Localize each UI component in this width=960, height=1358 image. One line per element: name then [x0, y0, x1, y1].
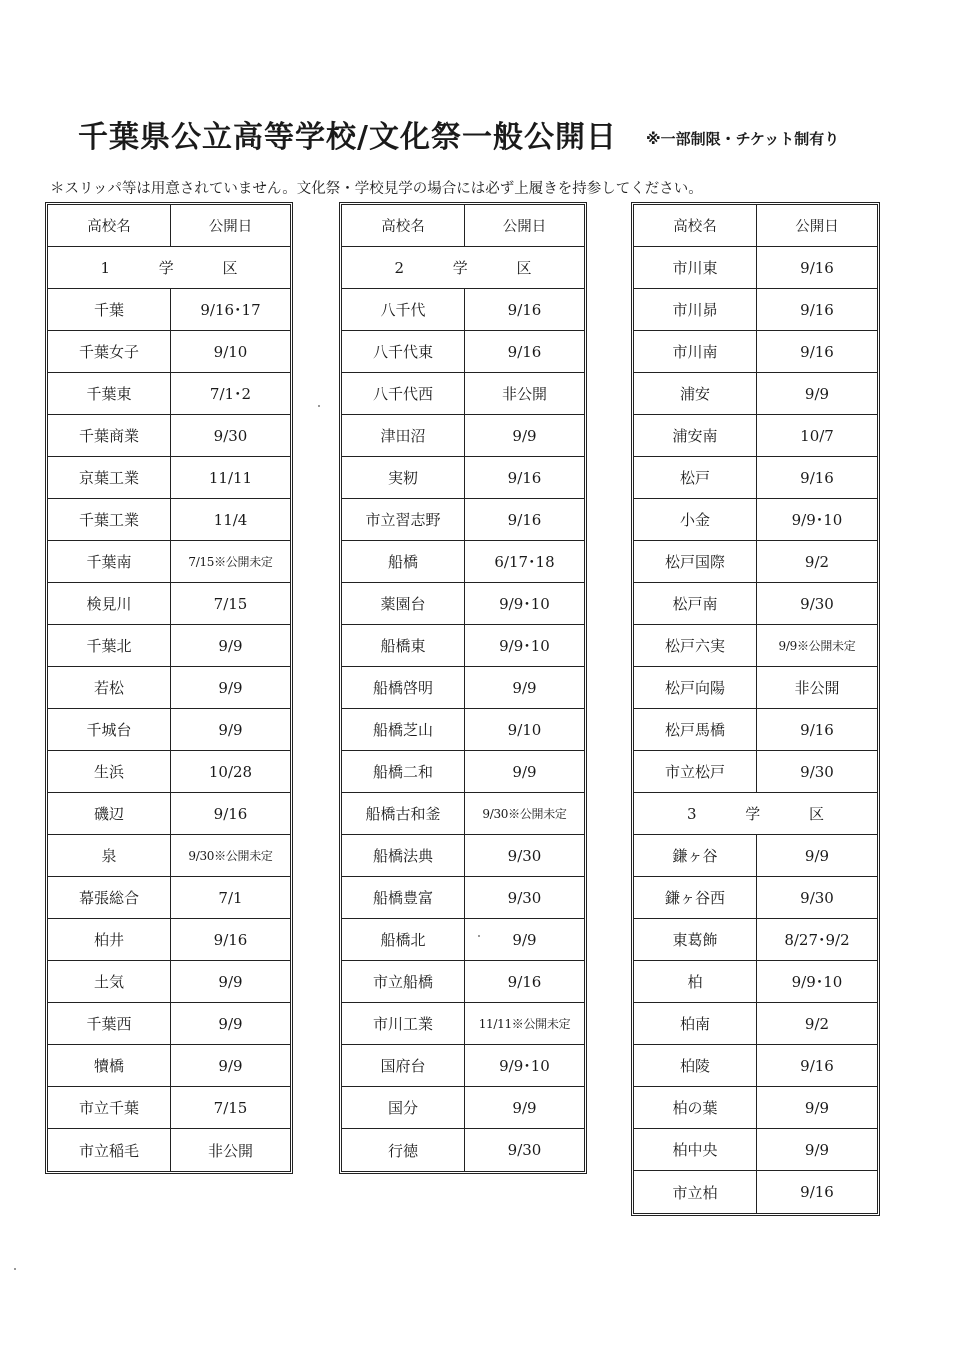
title-row [78, 112, 938, 162]
school-name: 国分 [342, 1087, 465, 1128]
table-row [634, 877, 877, 919]
school-name: 松戸南 [634, 583, 757, 624]
table-row [342, 499, 584, 541]
open-date: 9/16 [507, 972, 542, 991]
table-row [48, 1129, 290, 1171]
open-date: 9/9 [804, 1140, 830, 1159]
table-row [342, 1087, 584, 1129]
open-date: 9/16 [507, 468, 542, 487]
table-row [48, 373, 290, 415]
table-row [48, 289, 290, 331]
school-name: 若松 [48, 667, 171, 708]
district-3-table [631, 202, 880, 1216]
open-date: 7/15※公開未定 [188, 555, 273, 569]
school-name: 市川東 [634, 247, 757, 288]
open-date: 8/27･9/2 [784, 931, 850, 949]
district-label: 1 学 区 [100, 259, 260, 277]
table-row [48, 961, 290, 1003]
open-date: 9/9 [804, 1098, 830, 1117]
table-row [342, 583, 584, 625]
table-row [48, 1003, 290, 1045]
district-label: 2 学 区 [394, 259, 554, 277]
table-row [634, 919, 877, 961]
table-row [634, 1087, 877, 1129]
table-row [634, 289, 877, 331]
open-date: 9/16･17 [200, 301, 261, 319]
table-row [634, 583, 877, 625]
school-name: 泉 [48, 835, 171, 876]
open-date: 9/30 [800, 888, 834, 907]
slipper-notice: ＊スリッパ等は用意されていません。文化祭・学校見学の場合には必ず上履きを持参してください。 [50, 181, 703, 197]
school-name: 浦安南 [634, 415, 757, 456]
header-school: 高校名 [634, 205, 757, 246]
table-row [48, 835, 290, 877]
open-date: 9/9･10 [791, 973, 843, 991]
table-row [48, 541, 290, 583]
school-name: 船橋二和 [342, 751, 465, 792]
table-row [634, 1129, 877, 1171]
school-name: 船橋豊富 [342, 877, 465, 918]
table-row [342, 1045, 584, 1087]
table-row [342, 835, 584, 877]
district-1-table [45, 202, 293, 1174]
school-name: 松戸国際 [634, 541, 757, 582]
table-row [634, 1003, 877, 1045]
school-name: 船橋法典 [342, 835, 465, 876]
table-row [634, 835, 877, 877]
open-date: 9/16 [507, 342, 542, 361]
open-date: 9/30 [507, 1141, 542, 1159]
table-row [342, 793, 584, 835]
open-date: 9/9 [804, 384, 830, 403]
school-name: 生浜 [48, 751, 171, 792]
school-name: 松戸向陽 [634, 667, 757, 708]
table-row [342, 1003, 584, 1045]
school-name: 東葛飾 [634, 919, 757, 960]
table-row [48, 877, 290, 919]
header-school: 高校名 [342, 205, 465, 246]
open-date: 9/30 [213, 426, 248, 445]
school-name: 津田沼 [342, 415, 465, 456]
table-row [48, 331, 290, 373]
table-row [342, 331, 584, 373]
table-row [634, 457, 877, 499]
school-name: 千葉工業 [48, 499, 171, 540]
table-row [634, 541, 877, 583]
table-row [342, 373, 584, 415]
open-date: 11/11※公開未定 [478, 1017, 571, 1031]
school-name: 柏 [634, 961, 757, 1002]
school-name: 市立習志野 [342, 499, 465, 540]
school-name: 市立稲毛 [48, 1129, 171, 1171]
table-row [48, 751, 290, 793]
school-name: 実籾 [342, 457, 465, 498]
school-name: 船橋芝山 [342, 709, 465, 750]
scan-speck [14, 1268, 16, 1270]
open-date: 9/16 [800, 342, 834, 361]
school-name: 幕張総合 [48, 877, 171, 918]
open-date: 7/15 [213, 594, 248, 613]
open-date: 9/9 [218, 1056, 243, 1075]
district-2-table [339, 202, 587, 1174]
school-name: 船橋古和釜 [342, 793, 465, 834]
school-name: 八千代西 [342, 373, 465, 414]
table-row [634, 247, 877, 289]
open-date: 9/9 [512, 426, 537, 445]
open-date: 9/16 [507, 510, 542, 529]
school-name: 船橋 [342, 541, 465, 582]
table-row [48, 1045, 290, 1087]
district-row [634, 793, 877, 835]
district-label: 3 学 区 [686, 805, 847, 823]
table-row [634, 1171, 877, 1213]
open-date: 9/9 [512, 1098, 537, 1117]
school-name: 浦安 [634, 373, 757, 414]
table-row [48, 457, 290, 499]
school-name: 千葉南 [48, 541, 171, 582]
scan-speck [318, 405, 320, 407]
table-row [48, 583, 290, 625]
open-date: 9/16 [800, 1056, 834, 1075]
scan-speck [478, 935, 480, 937]
school-name: 検見川 [48, 583, 171, 624]
open-date: 9/16 [213, 804, 248, 823]
header-row [342, 205, 584, 247]
table-row [48, 793, 290, 835]
open-date: 9/9 [512, 930, 537, 949]
school-name: 市立柏 [634, 1171, 757, 1213]
page-title: 千葉県公立高等学校/文化祭一般公開日 [78, 120, 617, 155]
table-row [342, 709, 584, 751]
school-name: 船橋啓明 [342, 667, 465, 708]
table-row [342, 625, 584, 667]
title-note: ※一部制限・チケット制有り [646, 130, 840, 148]
table-row [48, 415, 290, 457]
school-name: 鎌ヶ谷西 [634, 877, 757, 918]
open-date: 10/28 [208, 762, 253, 781]
open-date: 9/2 [804, 552, 830, 571]
open-date: 非公開 [501, 385, 547, 403]
table-row [48, 625, 290, 667]
open-date: 7/1 [218, 888, 243, 907]
open-date: 11/4 [213, 510, 248, 529]
open-date: 9/9 [218, 972, 243, 991]
school-name: 市立松戸 [634, 751, 757, 792]
open-date: 9/16 [213, 930, 248, 949]
table-row [342, 1129, 584, 1171]
school-name: 松戸馬橋 [634, 709, 757, 750]
school-name: 松戸六実 [634, 625, 757, 666]
table-row [342, 919, 584, 961]
school-name: 磯辺 [48, 793, 171, 834]
table-row [342, 961, 584, 1003]
open-date: 9/30※公開未定 [482, 807, 567, 821]
open-date: 9/9･10 [499, 637, 550, 655]
table-row [634, 961, 877, 1003]
header-date: 公開日 [502, 219, 547, 235]
school-name: 千葉商業 [48, 415, 171, 456]
school-name: 行徳 [342, 1129, 465, 1171]
district-row [342, 247, 584, 289]
header-date: 公開日 [208, 219, 253, 235]
open-date: 9/9 [218, 720, 243, 739]
table-row [634, 1045, 877, 1087]
table-row [634, 751, 877, 793]
table-row [48, 1087, 290, 1129]
open-date: 9/30 [507, 888, 542, 907]
table-row [342, 457, 584, 499]
open-date: 9/10 [507, 720, 542, 739]
table-row [48, 667, 290, 709]
school-name: 薬園台 [342, 583, 465, 624]
school-name: 国府台 [342, 1045, 465, 1086]
school-name: 松戸 [634, 457, 757, 498]
open-date: 9/16 [507, 300, 542, 319]
school-name: 船橋北 [342, 919, 465, 960]
header-row [48, 205, 290, 247]
table-row [634, 373, 877, 415]
open-date: 10/7 [800, 426, 834, 445]
open-date: 9/10 [213, 342, 248, 361]
open-date: 9/9 [218, 636, 243, 655]
open-date: 9/9 [804, 846, 830, 865]
school-name: 市立千葉 [48, 1087, 171, 1128]
table-row [342, 877, 584, 919]
school-name: 柏南 [634, 1003, 757, 1044]
table-row [48, 709, 290, 751]
school-name: 千葉西 [48, 1003, 171, 1044]
open-date: 9/9 [512, 762, 537, 781]
school-name: 八千代東 [342, 331, 465, 372]
open-date: 9/2 [804, 1014, 830, 1033]
open-date: 6/17･18 [494, 553, 555, 571]
open-date: 7/1･2 [209, 385, 252, 403]
table-row [634, 625, 877, 667]
open-date: 9/16 [800, 468, 834, 487]
open-date: 9/16 [800, 300, 834, 319]
school-name: 鎌ヶ谷 [634, 835, 757, 876]
open-date: 非公開 [207, 1141, 253, 1160]
table-row [48, 499, 290, 541]
table-row [48, 919, 290, 961]
open-date: 9/16 [800, 1183, 834, 1201]
school-name: 千城台 [48, 709, 171, 750]
open-date: 9/9･10 [499, 1057, 550, 1075]
school-name: 市川南 [634, 331, 757, 372]
table-row [634, 499, 877, 541]
school-name: 千葉東 [48, 373, 171, 414]
open-date: 11/11 [208, 468, 253, 487]
school-name: 千葉北 [48, 625, 171, 666]
table-row [634, 415, 877, 457]
table-row [342, 667, 584, 709]
open-date: 9/9･10 [499, 595, 550, 613]
school-name: 千葉 [48, 289, 171, 330]
open-date: 9/9 [218, 678, 243, 697]
open-date: 9/9･10 [791, 511, 843, 529]
school-name: 柏井 [48, 919, 171, 960]
open-date: 9/30 [507, 846, 542, 865]
header-date: 公開日 [795, 219, 839, 235]
school-name: 柏陵 [634, 1045, 757, 1086]
open-date: 9/30 [800, 594, 834, 613]
table-row [342, 289, 584, 331]
open-date: 非公開 [794, 679, 840, 697]
school-name: 市川昴 [634, 289, 757, 330]
school-name: 土気 [48, 961, 171, 1002]
open-date: 9/30 [800, 762, 834, 781]
header-school: 高校名 [48, 205, 171, 246]
school-name: 京葉工業 [48, 457, 171, 498]
school-name: 市川工業 [342, 1003, 465, 1044]
school-name: 犢橋 [48, 1045, 171, 1086]
table-row [634, 667, 877, 709]
header-row [634, 205, 877, 247]
open-date: 9/16 [800, 258, 834, 277]
school-name: 八千代 [342, 289, 465, 330]
table-row [634, 331, 877, 373]
table-row [342, 541, 584, 583]
school-name: 小金 [634, 499, 757, 540]
school-name: 市立船橋 [342, 961, 465, 1002]
school-name: 柏中央 [634, 1129, 757, 1170]
table-row [342, 415, 584, 457]
district-row [48, 247, 290, 289]
open-date: 9/30※公開未定 [188, 849, 273, 863]
school-name: 船橋東 [342, 625, 465, 666]
school-name: 柏の葉 [634, 1087, 757, 1128]
table-row [634, 709, 877, 751]
school-name: 千葉女子 [48, 331, 171, 372]
open-date: 9/9※公開未定 [778, 639, 856, 653]
open-date: 7/15 [213, 1098, 248, 1117]
open-date: 9/9 [218, 1014, 243, 1033]
open-date: 9/9 [512, 678, 537, 697]
table-row [342, 751, 584, 793]
open-date: 9/16 [800, 720, 834, 739]
